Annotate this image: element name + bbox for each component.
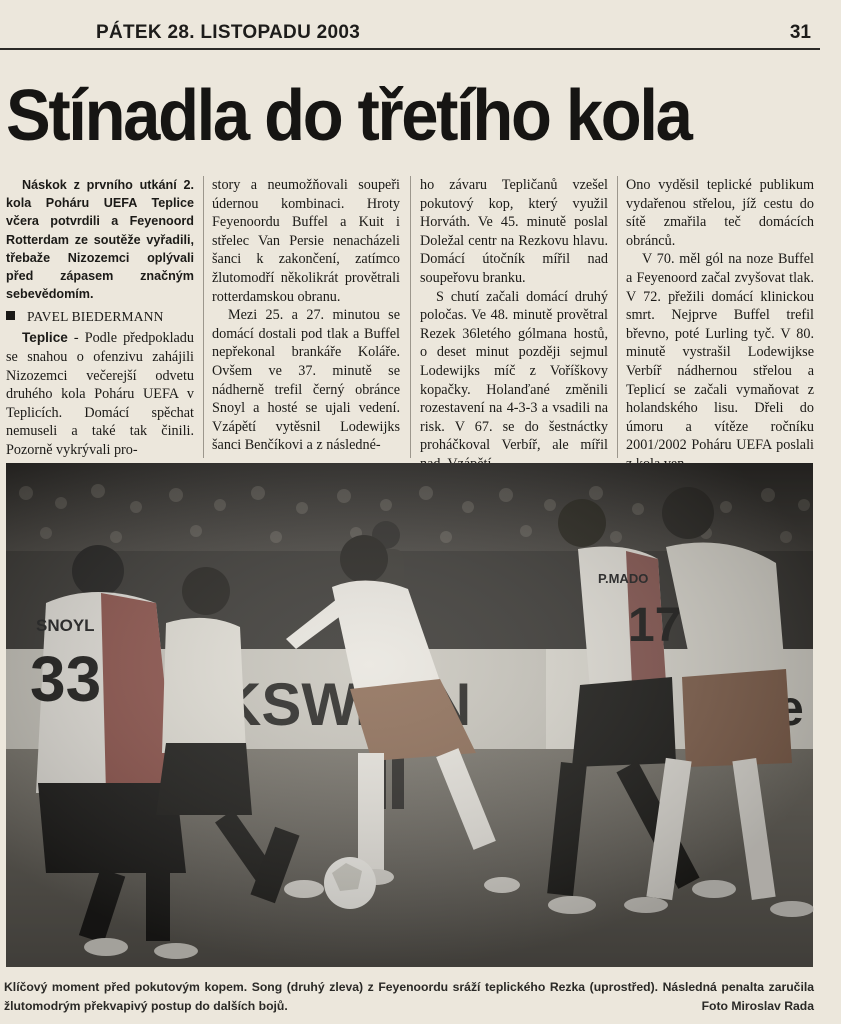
caption-text: Klíčový moment před pokutovým kopem. Song (druhý zleva) z Feyenoordu sráží teplického Rezka (uprostřed). Následná penalta zaručila žlutomodrým překvapivý postup do dalších bojů. bbox=[4, 980, 814, 1013]
column-4 bbox=[626, 176, 814, 458]
page-number: 31 bbox=[789, 22, 811, 43]
column-divider bbox=[410, 176, 411, 458]
paragraph: story a neumožňovali soupeři údernou kombinaci. Hroty Feyenoordu Buffel a Kuit i střelec Van Persie nenacházeli šanci k zakončení, zatímco žlutomodří několikrát provětrali rotterdamskou obranu. bbox=[212, 177, 400, 305]
issue-date: PÁTEK 28. LISTOPADU 2003 bbox=[96, 22, 361, 43]
paragraph: V 70. měl gól na noze Buffel a Feyenoord začal zvyšovat tlak. V 72. přežili domácí klinickou smrt. Nejprve Buffel trefil břevno, poté Lurling tyč. V 80. minutě vystrašil Lodewijkse Verbíř nádhernou střelou a Teplicí se začali vymaňovat z holandského lisu. Dřeli do úmoru a vítěze ročníku 2001/2002 Poháru UEFA poslali bbox=[626, 251, 814, 454]
match-photo bbox=[6, 463, 813, 967]
column-divider bbox=[617, 176, 618, 458]
byline bbox=[6, 307, 194, 327]
paragraph: S chutí začali domácí druhý poločas. Ve 48. minutě provětral Rezek 36letého gólmana hostů, o deset minut později sejmul Lodewijks míč z Voříškovy kopačky. Holanďané změnili rozestavení na 4-3-3 a vsadili na risk. V 67. se do šestnáctky proháčkoval Verbíř, ale mířil bbox=[420, 288, 608, 454]
header-rule bbox=[0, 48, 820, 50]
author-name: PAVEL BIEDERMANN bbox=[27, 309, 164, 325]
column-2 bbox=[212, 176, 400, 458]
article-lead: Náskok z prvního utkání 2. kola Poháru UEFA Teplice včera potvrdili a Feyenoord Rotterdam ze soutěže vyřadili, třebaže Nizozemci oplývali před zápasem značným sebevědomím. bbox=[6, 178, 194, 302]
running-head bbox=[0, 18, 841, 50]
photo-caption bbox=[4, 978, 814, 1015]
article-body bbox=[6, 176, 816, 458]
column-divider bbox=[203, 176, 204, 458]
byline-bullet-icon bbox=[6, 311, 15, 320]
paragraph: ho závaru Tepličanů vzešel pokutový kop, který využil Horváth. Ve 45. minutě poslal Doležal centr na Rezkovu hlavu. Domácí útočník mířil nad soupeřovu branku. bbox=[420, 177, 608, 286]
first-paragraph bbox=[6, 329, 194, 459]
paragraph: Ono vyděsil teplické publikum vydařenou střelou, jíž cestu do sítě zmařila teč domácích obránců. bbox=[626, 177, 814, 249]
paragraph: Mezi 25. a 27. minutou se domácí dostali pod tlak a Buffel nepřekonal brankáře Koláře. Ovšem ve 37. minutě se nádherně trefil černý obránce Snoyl a hosté se ujali vedení. Vzápětí vytěsnil Lodewijks šanci Benčíkovi a z následné- bbox=[212, 307, 400, 454]
dateline-place: Teplice bbox=[22, 330, 68, 346]
first-paragraph-text: - Podle předpokladu se snahou o ofenzivu zahájili Nizozemci večerejší odvetu druhého kola Poháru UEFA v Teplicích. Domácí spěchat nemuseli a také tak činili. Pozorně vykrývali pro- bbox=[6, 330, 194, 458]
column-1 bbox=[6, 176, 194, 458]
article-headline: Stínadla do třetího kola bbox=[6, 76, 691, 156]
column-3 bbox=[420, 176, 608, 458]
photo-credit: Foto Miroslav Rada bbox=[694, 997, 814, 1016]
